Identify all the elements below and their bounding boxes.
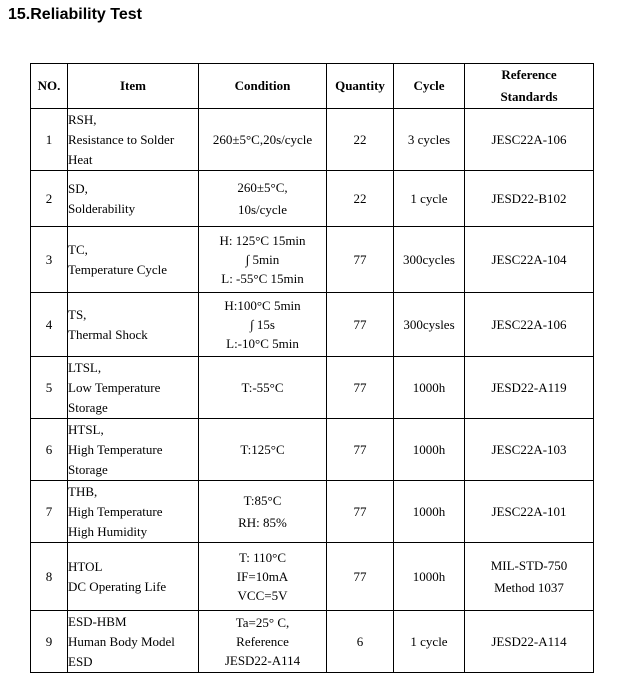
item-line: Heat [68, 151, 93, 167]
header-cycle: Cycle [394, 64, 465, 109]
condition-line: 10s/cycle [237, 201, 288, 217]
cell-cycle: 1000h [394, 357, 465, 419]
condition-line: T: 110°C [238, 550, 287, 565]
cell-reference [465, 481, 594, 543]
cell-quantity: 77 [327, 227, 394, 293]
condition-line: IF=10mA [236, 569, 289, 584]
reference-line: JESC22A-103 [491, 441, 567, 457]
table-row [31, 481, 594, 543]
condition-line: T:125°C [240, 441, 285, 457]
cell-cycle: 1000h [394, 543, 465, 611]
cell-item [68, 227, 199, 293]
item-line: LTSL, [68, 359, 102, 375]
item-line: HTOL [68, 558, 103, 574]
cell-quantity: 77 [327, 481, 394, 543]
cell-item [68, 357, 199, 419]
cell-quantity: 77 [327, 357, 394, 419]
condition-line: H: 125°C 15min [219, 233, 306, 248]
item-line: Solderability [68, 200, 136, 216]
table-row [31, 293, 594, 357]
condition-line: T:-55°C [241, 379, 284, 395]
section-title: 15.Reliability Test [8, 6, 142, 23]
header-no: NO. [31, 64, 68, 109]
condition-line: ∫ 5min [245, 252, 280, 267]
cell-cycle: 300cysles [394, 293, 465, 357]
table-row [31, 543, 594, 611]
reference-line: JESD22-A119 [491, 379, 567, 395]
item-line: Low Temperature [68, 379, 161, 395]
table-row [31, 171, 594, 227]
cell-condition [199, 543, 327, 611]
cell-quantity: 77 [327, 543, 394, 611]
cell-condition [199, 357, 327, 419]
cell-cycle: 1000h [394, 481, 465, 543]
condition-line: RH: 85% [238, 514, 287, 530]
item-line: ESD [68, 653, 93, 669]
table-row [31, 419, 594, 481]
cell-no: 5 [31, 357, 68, 419]
cell-item [68, 611, 199, 673]
header-reference-line1: Reference [501, 67, 557, 82]
item-line: HTSL, [68, 421, 104, 437]
cell-no: 8 [31, 543, 68, 611]
header-row [31, 64, 594, 109]
cell-quantity: 22 [327, 109, 394, 171]
condition-line: 260±5°C, [237, 179, 288, 195]
header-condition: Condition [199, 64, 327, 109]
cell-item [68, 171, 199, 227]
cell-cycle: 3 cycles [394, 109, 465, 171]
item-line: TS, [68, 306, 87, 322]
condition-line: Ta=25° C, [235, 615, 290, 630]
item-line: ESD-HBM [68, 613, 127, 629]
cell-condition [199, 293, 327, 357]
header-reference-line2: Standards [500, 89, 558, 104]
header-item: Item [68, 64, 199, 109]
item-line: Thermal Shock [68, 326, 148, 342]
cell-condition [199, 419, 327, 481]
item-line: RSH, [68, 111, 97, 127]
cell-no: 2 [31, 171, 68, 227]
item-line: High Humidity [68, 523, 148, 539]
item-line: High Temperature [68, 441, 163, 457]
reference-line: JESC22A-106 [491, 131, 567, 147]
cell-cycle: 300cycles [394, 227, 465, 293]
cell-no: 9 [31, 611, 68, 673]
condition-line: H:100°C 5min [224, 298, 301, 313]
cell-cycle: 1000h [394, 419, 465, 481]
reference-line: Method 1037 [494, 579, 564, 595]
cell-condition [199, 481, 327, 543]
cell-item [68, 293, 199, 357]
cell-no: 7 [31, 481, 68, 543]
reliability-test-table [30, 63, 594, 673]
cell-condition [199, 611, 327, 673]
item-line: Storage [68, 399, 108, 415]
table-row [31, 227, 594, 293]
condition-line: L: -55°C 15min [221, 271, 304, 286]
reference-line: JESC22A-101 [491, 503, 567, 519]
cell-no: 1 [31, 109, 68, 171]
item-line: Temperature Cycle [68, 261, 168, 277]
item-line: Storage [68, 461, 108, 477]
condition-line: T:85°C [243, 492, 282, 508]
header-reference [465, 64, 594, 109]
reference-line: JESD22-B102 [491, 190, 567, 206]
cell-reference [465, 109, 594, 171]
table-row [31, 357, 594, 419]
cell-reference [465, 227, 594, 293]
cell-cycle: 1 cycle [394, 611, 465, 673]
cell-reference [465, 543, 594, 611]
reference-line: JESC22A-104 [491, 251, 567, 267]
cell-quantity: 77 [327, 293, 394, 357]
cell-item [68, 419, 199, 481]
cell-reference [465, 293, 594, 357]
item-line: High Temperature [68, 503, 163, 519]
reference-line: JESD22-A114 [491, 633, 567, 649]
cell-reference [465, 419, 594, 481]
cell-no: 3 [31, 227, 68, 293]
condition-line: JESD22-A114 [224, 653, 301, 668]
reference-line: JESC22A-106 [491, 316, 567, 332]
cell-reference [465, 357, 594, 419]
header-quantity: Quantity [327, 64, 394, 109]
cell-no: 6 [31, 419, 68, 481]
cell-condition [199, 227, 327, 293]
cell-quantity: 6 [327, 611, 394, 673]
item-line: TC, [68, 241, 88, 257]
cell-condition [199, 109, 327, 171]
condition-line: L:-10°C 5min [226, 336, 299, 351]
cell-item [68, 543, 199, 611]
cell-item [68, 481, 199, 543]
condition-line: Reference [236, 634, 289, 649]
cell-no: 4 [31, 293, 68, 357]
cell-quantity: 22 [327, 171, 394, 227]
cell-quantity: 77 [327, 419, 394, 481]
item-line: Resistance to Solder [68, 131, 175, 147]
cell-reference [465, 611, 594, 673]
cell-reference [465, 171, 594, 227]
reference-line: MIL-STD-750 [490, 557, 568, 573]
item-line: DC Operating Life [68, 578, 167, 594]
cell-cycle: 1 cycle [394, 171, 465, 227]
table-row [31, 109, 594, 171]
condition-line: VCC=5V [237, 588, 288, 603]
item-line: SD, [68, 180, 88, 196]
item-line: THB, [68, 483, 98, 499]
item-line: Human Body Model [68, 633, 175, 649]
cell-condition [199, 171, 327, 227]
cell-item [68, 109, 199, 171]
table-row [31, 611, 594, 673]
condition-line: ∫ 15s [250, 317, 275, 332]
condition-line: 260±5°C,20s/cycle [212, 131, 313, 147]
